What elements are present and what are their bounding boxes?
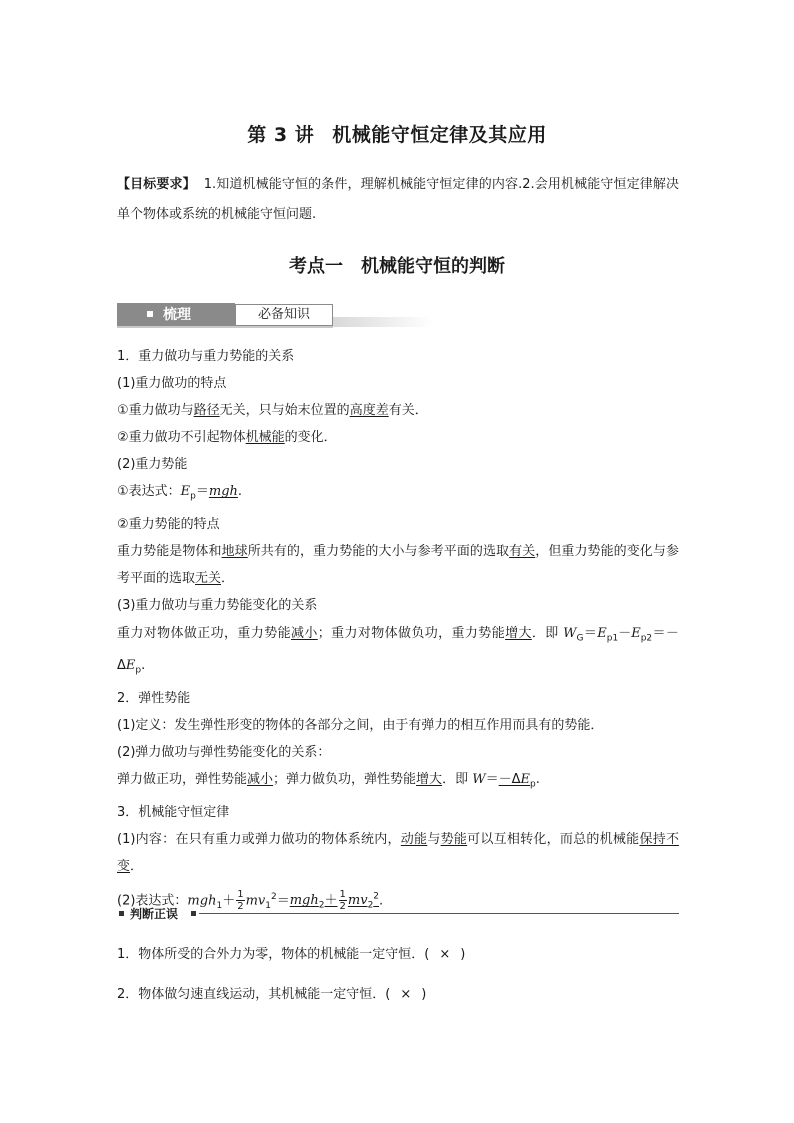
subheading-2-2: (2)弹力做功与弹性势能变化的关系： (117, 745, 331, 761)
blank-elastic-decrease: 减小 (247, 772, 274, 788)
paragraph-work-energy: 重力对物体做正功，重力势能减小；重力对物体做负功，重力势能增大．即 $W_G=E_{p1}-E_{p2}=-\Delta E_p$. (117, 625, 679, 676)
blank-earth: 地球 (221, 544, 248, 560)
fraction-half: $\frac{1}{2}$ (237, 889, 244, 913)
blank-related: 有关 (509, 544, 536, 560)
blank-constant: 保持不变 (117, 831, 679, 875)
judge-label: 判断正误 (130, 907, 179, 921)
content-body (117, 343, 679, 920)
blank-increase: 增大 (505, 625, 532, 641)
question-1: 1．物体所受的合外力为零，物体的机械能一定守恒．( × ) (117, 947, 466, 962)
banner-dark-label (117, 303, 235, 327)
lecture-number: 第 3 讲 (247, 124, 315, 146)
fraction-half-2: $\frac{1}{2}$ (339, 889, 346, 913)
heading-1: 1．重力做功与重力势能的关系 (117, 349, 295, 364)
line-conservation-formula: (2)表达式：mgh$_1$＋ $\frac{1}{2}$ $mv_1^2=mgh_2+$ $\frac{1}{2}$ $mv_2^2$. (117, 889, 384, 913)
section-heading (0, 252, 794, 278)
subheading-1-1: (1)重力做功的特点 (117, 376, 227, 392)
paragraph-ep: 重力势能是物体和地球所共有的，重力势能的大小与参考平面的选取有关，但重力势能的变化与参考平面的选取无关． (117, 544, 679, 587)
banner-dark-text: 梳理 (163, 307, 191, 323)
heading-2: 2．弹性势能 (117, 690, 191, 706)
line-gravity-path: ①重力做功与路径无关，只与始末位置的高度差有关． (117, 403, 428, 419)
lecture-title (0, 120, 794, 147)
goal-text: 1.知道机械能守恒的条件，理解机械能守恒定律的内容.2.会用机械能守恒定律解决单个物体或系统的机械能守恒问题. (117, 177, 679, 222)
section-banner (117, 303, 432, 327)
section-topic: 机械能守恒的判断 (361, 256, 505, 277)
learning-goals (117, 170, 679, 230)
divider-line (199, 913, 679, 914)
blank-kinetic: 动能 (400, 831, 428, 847)
blank-mech-energy: 机械能 (245, 430, 285, 446)
blank-potential: 势能 (440, 831, 468, 847)
divider-dot (191, 911, 196, 916)
blank-mgh: mgh (208, 484, 238, 500)
question-2: 2．物体做匀速直线运动，其机械能一定守恒．( × ) (117, 987, 427, 1002)
lecture-topic: 机械能守恒定律及其应用 (332, 124, 547, 146)
subheading-1-3: (3)重力做功与重力势能变化的关系 (117, 598, 318, 614)
banner-baseline (117, 326, 333, 328)
blank-height-diff: 高度差 (349, 403, 389, 419)
goal-tag: 【目标要求】 (117, 177, 196, 192)
banner-fade-decoration (333, 317, 433, 327)
square-bullet-icon (119, 911, 124, 916)
section-number: 考点一 (289, 256, 343, 277)
answer-mark-1: × (439, 947, 451, 962)
line-elastic-def: (1)定义：发生弹性形变的物体的各部分之间，由于有弹力的相互作用而具有的势能． (117, 718, 604, 733)
heading-3: 3．机械能守恒定律 (117, 804, 230, 820)
square-bullet-icon (147, 311, 153, 317)
blank-path: 路径 (193, 403, 220, 419)
line-elastic-work: 弹力做正功，弹性势能减小；弹力做负功，弹性势能增大．即 $W=-\Delta E_p$. (117, 772, 540, 790)
blank-decrease: 减小 (290, 625, 318, 641)
banner-light-label: 必备知识 (235, 304, 333, 326)
judge-header (117, 905, 679, 923)
paragraph-conservation: (1)内容：在只有重力或弹力做功的物体系统内，动能与势能可以互相转化，而总的机械能保持不变． (117, 831, 679, 875)
blank-unrelated: 无关 (195, 571, 222, 587)
line-ep-features: ②重力势能的特点 (117, 517, 220, 533)
subheading-1-2: (2)重力势能 (117, 457, 188, 473)
line-ep-formula: ①表达式：$E_p=mgh$. (117, 484, 243, 503)
answer-mark-2: × (400, 987, 412, 1002)
line-gravity-mech: ②重力做功不引起物体机械能的变化． (117, 430, 337, 446)
blank-elastic-increase: 增大 (416, 772, 443, 788)
